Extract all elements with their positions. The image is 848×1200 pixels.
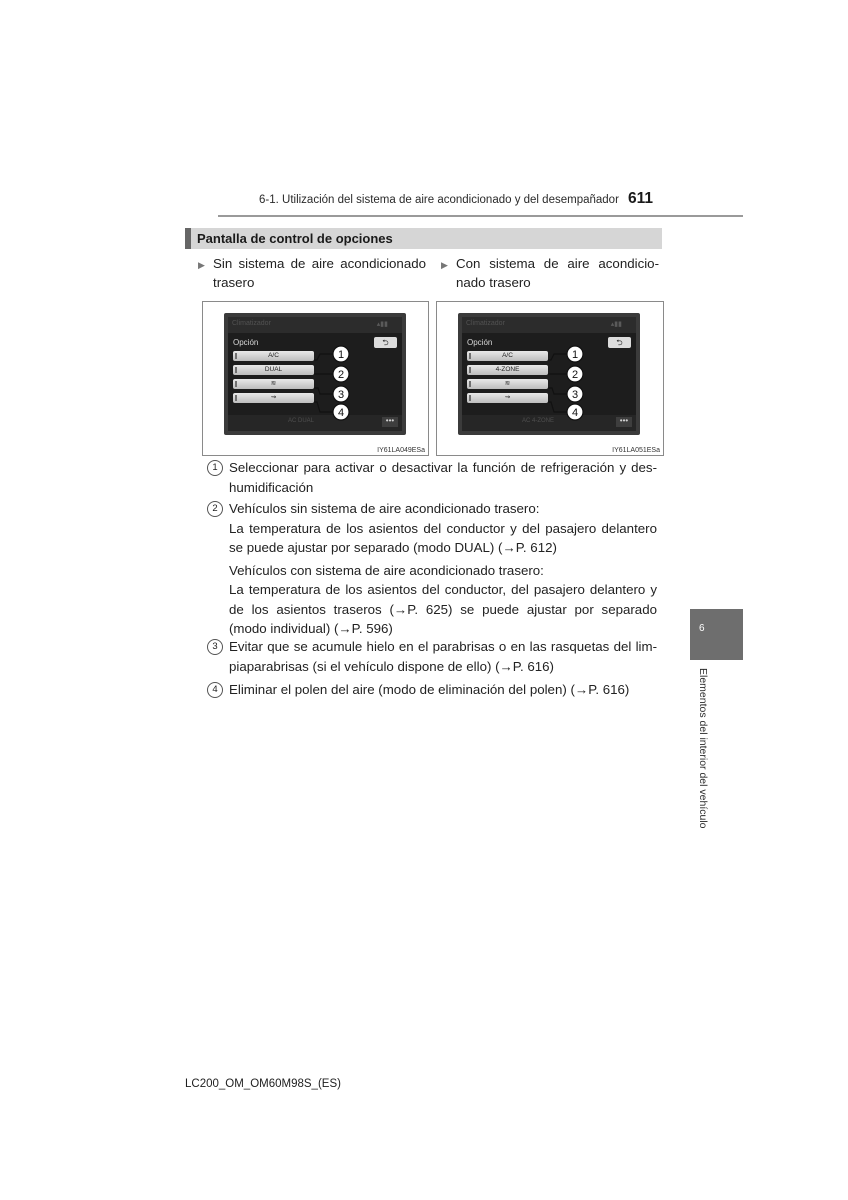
chapter-tab bbox=[690, 609, 743, 660]
figure-id: IY61LA049ESa bbox=[377, 447, 425, 454]
item-number-circle: 3 bbox=[207, 639, 223, 655]
list-item bbox=[207, 637, 659, 677]
wiper-deicer-icon: ≋ bbox=[504, 380, 511, 387]
callout-number: 3 bbox=[337, 389, 345, 401]
back-button[interactable]: ⮌ bbox=[374, 337, 397, 348]
item-text bbox=[229, 499, 657, 639]
callout-number: 1 bbox=[337, 349, 345, 361]
figure-id: IY61LA051ESa bbox=[612, 447, 660, 454]
section-accent bbox=[185, 228, 191, 249]
footer-code: LC200_OM_OM60M98S_(ES) bbox=[185, 1078, 341, 1090]
callout-number: 1 bbox=[571, 349, 579, 361]
item-paragraph: Vehículos con sistema de aire acondicionado trasero: La temperatura de los asientos del conductor, del pasajero delantero y de los asientos traseros (→P. 625) se puede ajustar por separado (modo individual) (→P. 596) bbox=[229, 562, 657, 636]
item-text bbox=[229, 458, 657, 497]
screen-top-title: Climatizador bbox=[232, 320, 271, 327]
screen-title: Opción bbox=[233, 338, 259, 347]
more-button[interactable]: ••• bbox=[382, 417, 398, 427]
triangle-bullet-icon: ▶ bbox=[198, 260, 205, 270]
item-paragraph: Eliminar el polen del aire (modo de eliminación del polen) (→P. 616) bbox=[229, 682, 630, 697]
callout-lines bbox=[437, 302, 663, 455]
triangle-bullet-icon: ▶ bbox=[441, 260, 448, 270]
more-button[interactable]: ••• bbox=[616, 417, 632, 427]
item-number-circle: 2 bbox=[207, 501, 223, 517]
figure-with-rear-ac bbox=[436, 301, 664, 456]
variant-without-rear-ac bbox=[198, 254, 426, 294]
running-header: 6-1. Utilización del sistema de aire acondicionado y del desempañador bbox=[259, 194, 619, 206]
callout-number: 3 bbox=[571, 389, 579, 401]
ac-button-label: A/C bbox=[268, 352, 279, 359]
screen-bottom-text: AC DUAL bbox=[288, 418, 315, 424]
screen-title: Opción bbox=[467, 338, 493, 347]
item-paragraph: Seleccionar para activar o desactivar la función de refrigeración y des-humidificación bbox=[229, 460, 657, 495]
signal-icon: ▴▮▮ bbox=[376, 321, 388, 328]
item-paragraph: Evitar que se acumule hielo en el parabrisas o en las rasquetas del lim-piaparabrisas (si el vehículo dispone de ello) (→P. 616) bbox=[229, 639, 657, 674]
variant-label: Sin sistema de aire acondicionado trasero bbox=[213, 256, 426, 290]
list-item bbox=[207, 499, 659, 639]
callout-number: 4 bbox=[337, 407, 345, 419]
callout-number: 2 bbox=[337, 369, 345, 381]
back-button[interactable]: ⮌ bbox=[608, 337, 631, 348]
chapter-number: 6 bbox=[699, 623, 705, 634]
pollen-removal-icon: ⇝ bbox=[270, 394, 277, 401]
item-number-circle: 4 bbox=[207, 682, 223, 698]
wiper-deicer-icon: ≋ bbox=[270, 380, 277, 387]
figure-without-rear-ac bbox=[202, 301, 429, 456]
ac-button-label: A/C bbox=[502, 352, 513, 359]
pollen-removal-icon: ⇝ bbox=[504, 394, 511, 401]
header-rule bbox=[218, 215, 743, 217]
list-item bbox=[207, 458, 659, 498]
list-item bbox=[207, 680, 659, 702]
screen-bottom-text: AC 4-ZONE bbox=[522, 418, 555, 424]
variant-with-rear-ac bbox=[441, 254, 659, 294]
callout-number: 4 bbox=[571, 407, 579, 419]
section-heading bbox=[185, 228, 662, 249]
signal-icon: ▴▮▮ bbox=[610, 321, 622, 328]
item-paragraph: Vehículos sin sistema de aire acondicionado trasero: La temperatura de los asientos del conductor y del pasajero delantero se puede ajustar por separado (modo DUAL) (→P. 612) bbox=[229, 501, 657, 555]
callout-lines bbox=[203, 302, 428, 455]
page-number: 611 bbox=[628, 190, 654, 207]
screen-top-title: Climatizador bbox=[466, 320, 505, 327]
item-text bbox=[229, 680, 657, 700]
variant-label: Con sistema de aire acondicio-nado trasero bbox=[456, 256, 659, 290]
callout-number: 2 bbox=[571, 369, 579, 381]
item-number-circle: 1 bbox=[207, 460, 223, 476]
chapter-label: Elementos del interior del vehículo bbox=[697, 668, 709, 829]
section-title: Pantalla de control de opciones bbox=[197, 231, 393, 246]
item-text bbox=[229, 637, 657, 676]
dual-button-label: DUAL bbox=[264, 366, 283, 373]
4-zone-button-label: 4-ZONE bbox=[495, 366, 520, 373]
